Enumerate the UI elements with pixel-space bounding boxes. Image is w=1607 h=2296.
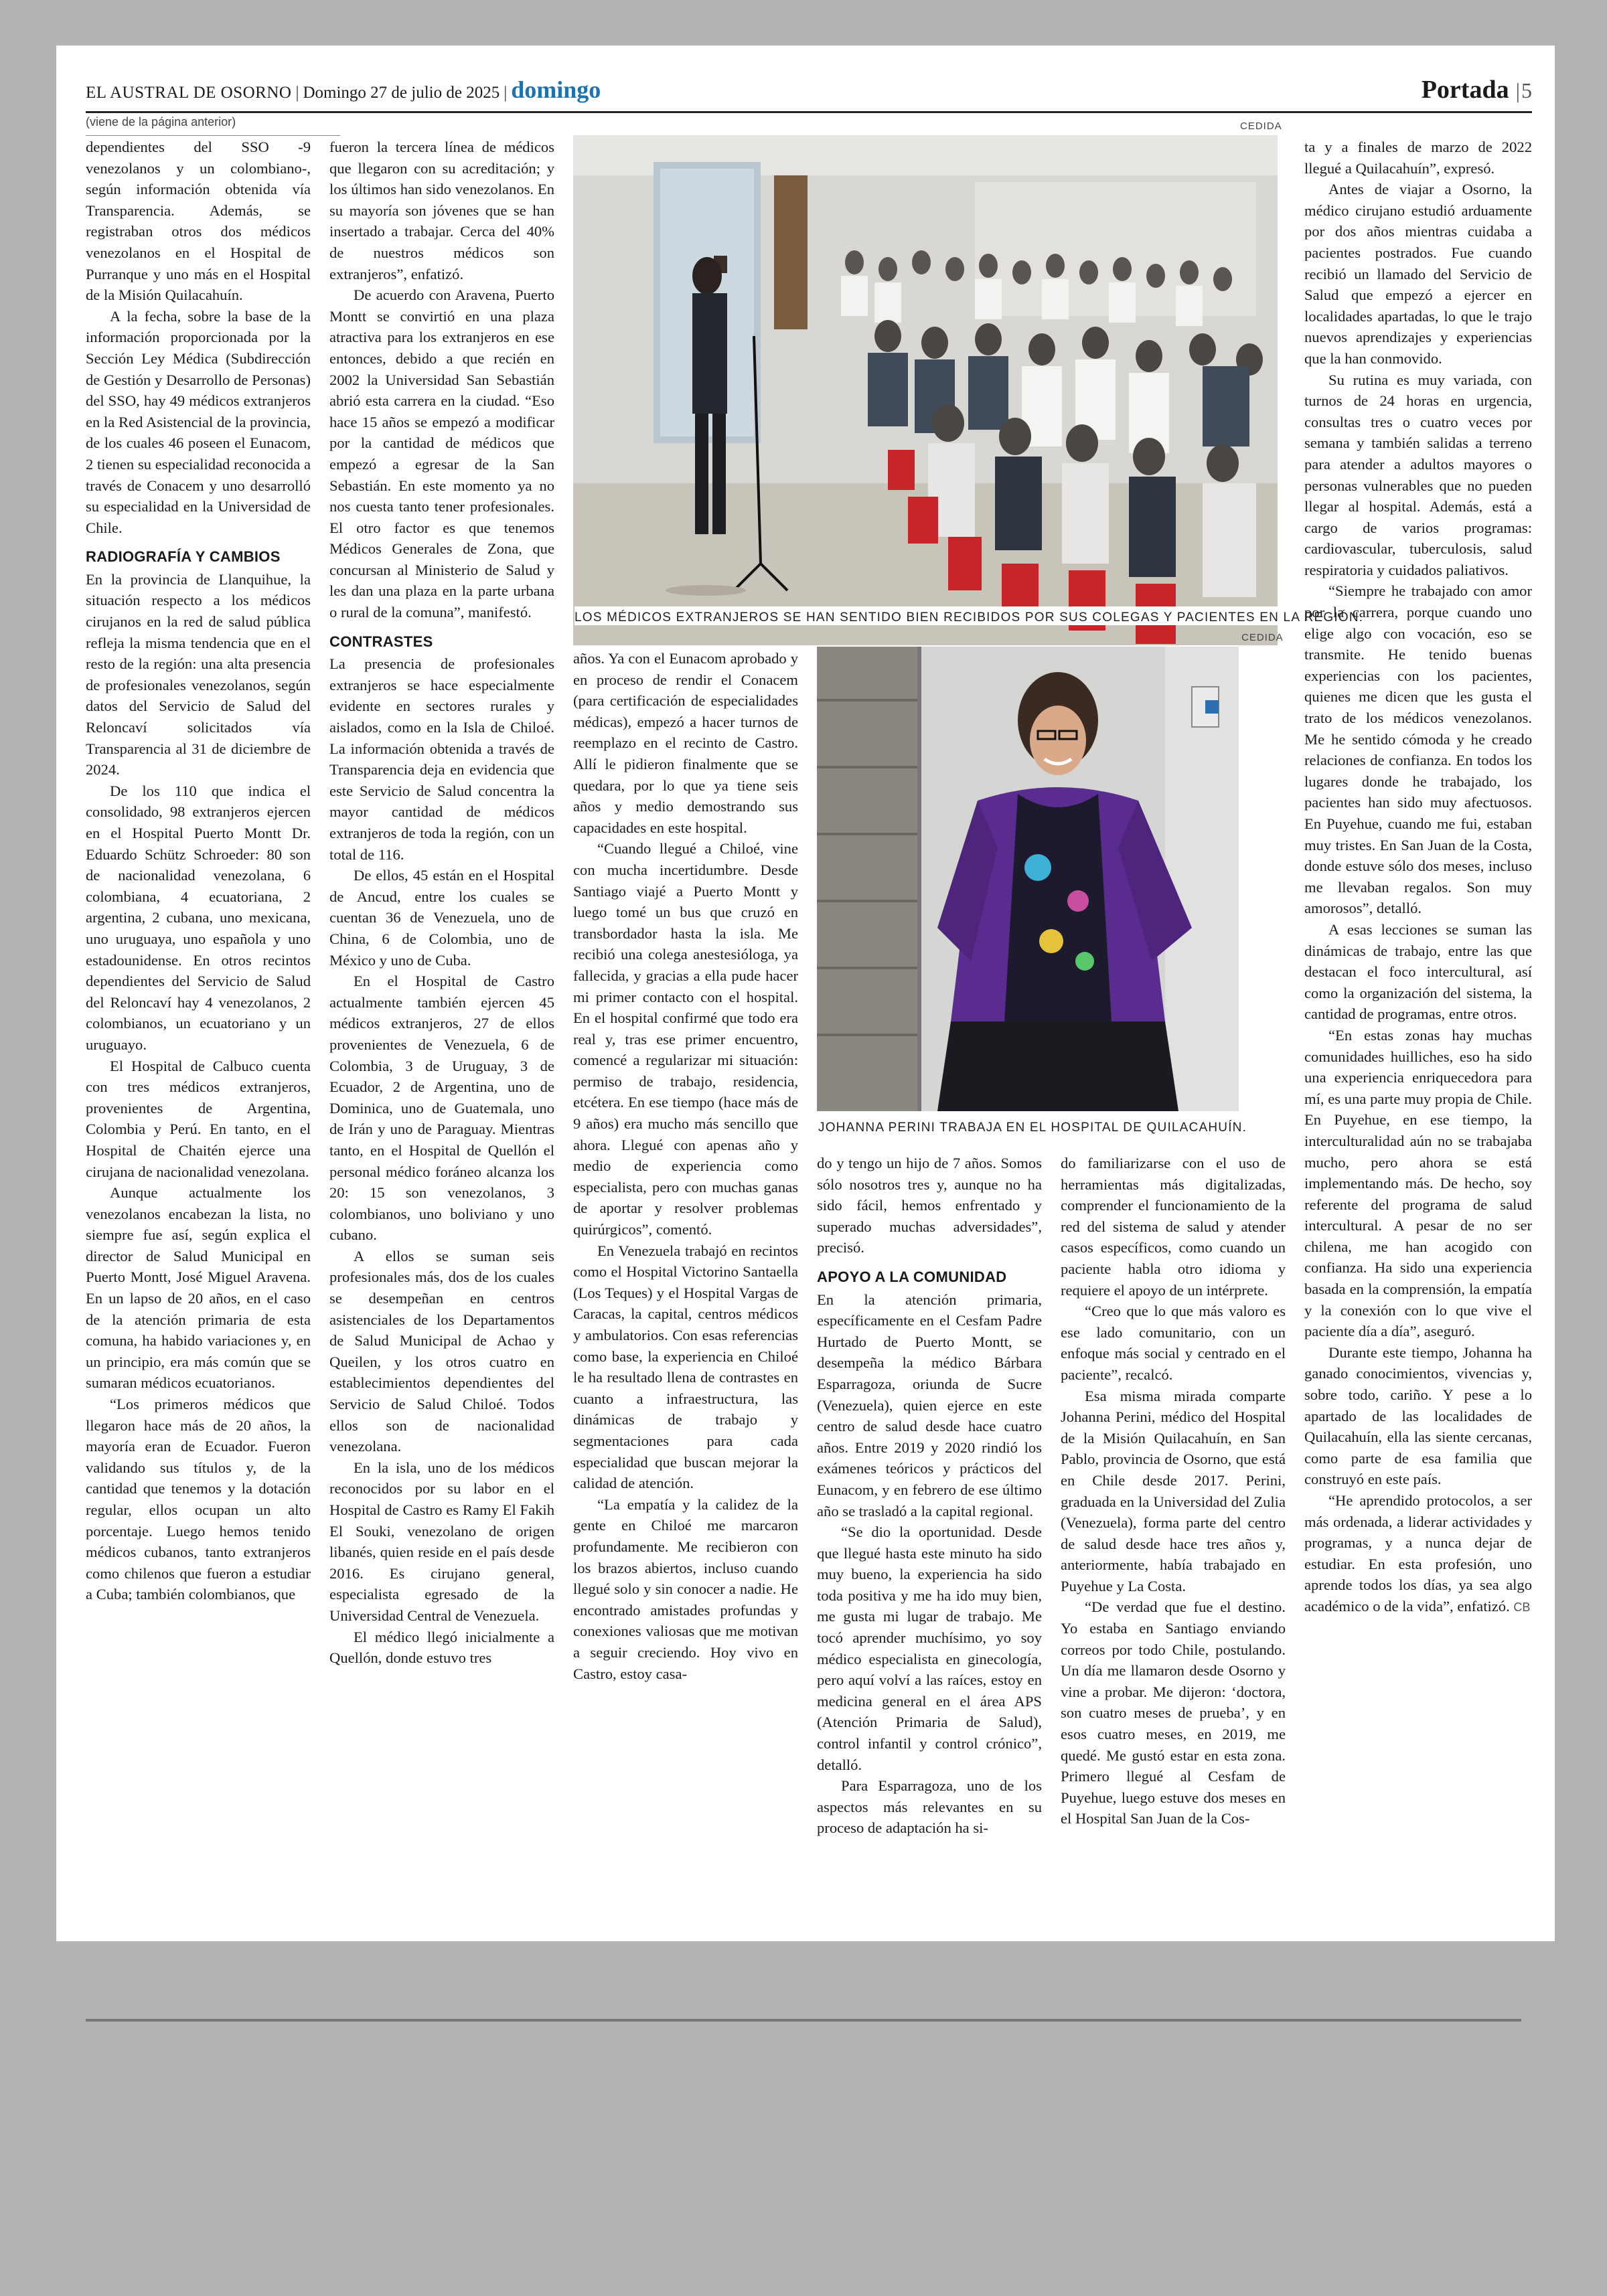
paragraph: Esa misma mirada comparte Johanna Perini, médico del Hospital de la Misión Quilacahuín, en San Pablo, provincia de Osorno, que está en Chile desde 2017. Perini, graduada en la Universidad del Zulia (Venezuela), forma parte del centro de salud desde hace tres años y, anteriormente, había trabajado en Puyehue y La Costa. [1061,1387,1286,1594]
continuation-note: (viene de la página anterior) [86,115,340,136]
paragraph: Su rutina es muy variada, con turnos de 24 horas en urgencia, consultas tres o cuatro veces por semana y también salidas a terreno para atender a adultos mayores o personas vulnerables que no pueden llegar al hospital. Además, está a cargo de varios programas: cardiovascular, tuberculosis, salud respiratoria y cuidados paliativos. [1304,371,1532,578]
article-column-3 [573,648,798,1928]
paragraph: fueron la tercera línea de médicos que llegaron con su acreditación; y los últimos han sido venezolanos. En su mayoría son jóvenes que se han insertado a trabajar. Cerca del 40% de nuestros médicos son extranjeros”, enfatizó. [329,139,554,282]
page-number: 5 [1521,78,1532,102]
paragraph: En el Hospital de Castro actualmente también ejercen 45 médicos extranjeros, 27 de ellos provenientes de Venezuela, 6 de Colombia, 3 de Uruguay, 3 de Ecuador, 2 de Argentina, uno de Dominica, uno de Guatemala, uno de Irán y uno de Paraguay. Mientras tanto, en el Hospital de Quellón el personal médico foráneo alcanza los 20: 15 son venezolanos, 3 colombianos, uno boliviano y uno cubano. [329,973,554,1244]
paragraph: De los 110 que indica el consolidado, 98 extranjeros ejercen en el Hospital Puerto Montt Dr. Eduardo Schütz Schroeder: 80 son de nacionalidad venezolana, 6 colombiana, 4 ecuatoriana, 2 argentina, 2 cubana, uno mexicana, uno uruguaya, uno española y uno estadounidense. En otros recintos dependientes del Servicio de Salud del Reloncaví hay 4 venezolanos, 2 colombianos, un ecuatoriano y un uruguayo. [86,782,311,1053]
paragraph: Durante este tiempo, Johanna ha ganado conocimientos, vivencias y, sobre todo, cariño. Y pese a lo apartado de las localidades de Quilacahuín, ella las siente cercanas, como parte de esa familia que construyó en este país. [1304,1343,1532,1488]
paragraph: “Siempre he trabajado con amor por la carrera, porque cuando uno elige algo con vocación, eso se transmite. He tenido buenas experiencias con los pacientes, quienes me dicen que les gusta el trato de los médicos venezolanos. Me he sentido cómoda y he creado relaciones de confianza. En todos los lugares donde he trabajado, los pacientes han sido muy afectuosos. En Puyehue, cuando me fui, estaban muy tristes. En San Juan de la Costa, donde estuve sólo dos meses, incluso me llevaban regalos. Son muy amorosos”, detalló. [1304,582,1532,917]
bottom-rule [86,2019,1521,2022]
publication-name: EL AUSTRAL DE OSORNO [86,84,292,102]
article-column-5 [1061,1153,1286,1929]
paragraph: do familiarizarse con el uso de herramientas más digitalizadas, comprender el funcionamiento de la red del sistema de salud y atender casos específicos, como cuando un paciente habla otro idioma y requiere el apoyo de un intérprete. [1061,1155,1286,1299]
article-column-2 [329,137,554,1931]
paragraph: Para Esparragoza, uno de los aspectos más relevantes en su proceso de adaptación ha si- [817,1777,1042,1837]
page-number-sep: | [1515,78,1520,102]
section-name: domingo [511,76,601,103]
subheading: CONTRASTES [329,633,433,650]
photo-caption: JOHANNA PERINI TRABAJA EN EL HOSPITAL DE QUILACAHUÍN. [818,1121,1247,1135]
paragraph: A esas lecciones se suman las dinámicas de trabajo, entre las que destacan el foco intercultural, así como la organización del sistema, la cantidad de programas, entre otros. [1304,920,1532,1023]
paragraph: De ellos, 45 están en el Hospital de Ancud, entre los cuales se cuentan 36 de Venezuela, uno de China, 6 de Colombia, uno de México y uno de Cuba. [329,867,554,969]
paragraph: El Hospital de Calbuco cuenta con tres médicos extranjeros, provenientes de Argentina, Colombia y Perú. En tanto, en el Hospital de Chaitén ejerce una cirujana de nacionalidad venezolana. [86,1057,311,1180]
paragraph: En la atención primaria, específicamente en el Cesfam Padre Hurtado de Puerto Montt, se desempeña la médico Bárbara Esparragoza, oriunda de Sucre (Venezuela), quien ejerce en este centro de salud desde hace cuatro años. Entre 2019 y 2020 rindió los exámenes teóricos y prácticos del Eunacom, y en febrero de ese último año se trasladó a la capital regional. [817,1291,1042,1520]
masthead-rule [86,111,1532,113]
paragraph: De acuerdo con Aravena, Puerto Montt se convirtió en una plaza atractiva para los extranjeros en ese entonces, debido a que recién en 2002 la Universidad San Sebastián abrió esta carrera en la ciudad. “Eso hace 15 años se empezó a modificar por la cantidad de médicos que empezó a egresar de la San Sebastián. En este momento ya no nos cuesta tanto tener profesionales. El otro factor es que tenemos Médicos Generales de Zona, que concursan al Ministerio de Salud y les dan una plaza en la parte urbana o rural de la comuna”, manifestó. [329,286,554,621]
page-label: Portada [1421,76,1509,104]
masthead-separator: | [504,84,508,102]
paragraph: “En estas zonas hay muchas comunidades huilliches, eso ha sido una experiencia enriquecedora para mí, es una parte muy propia de Chile. En Puyehue, en ese tiempo, la interculturalidad aún no se trabajaba mucho, pero ahora se está implementando más. De hecho, soy referente del programa de salud intercultural. A pesar de no ser chilena, me han acogido con confianza. Ha sido una experiencia basada en la comprensión, la empatía y la conexión con lo que vive el paciente día a día”, aseguró. [1304,1026,1532,1340]
paragraph: En la provincia de Llanquihue, la situación respecto a los médicos cirujanos en la red de salud pública refleja la misma tendencia que en el resto de la región: una alta presencia de profesionales venezolanos, según datos del Servicio de Salud del Reloncaví solicitados vía Transparencia al 31 de diciembre de 2024. [86,570,311,778]
paragraph: “Se dio la oportunidad. Desde que llegué hasta este minuto ha sido muy bueno, la experiencia ha sido toda positiva y me ha ido muy bien, me gusta mi lugar de trabajo. Me tocó aprender muchísimo, yo soy médico especialista en ginecología, pero aquí volví a las raíces, estoy en medicina general en el área APS (Atención Primaria de Salud), control infantil y control crónico”, detalló. [817,1524,1042,1773]
masthead-left [86,70,601,110]
paragraph: El médico llegó inicialmente a Quellón, donde estuvo tres [329,1628,554,1667]
paragraph: A ellos se suman seis profesionales más, dos de los cuales se desempeñan en centros asistenciales de los Departamentos de Salud Municipal de Achao y Queilen, y los otros cuatro en establecimientos dependientes del Servicio de Salud Chiloé. Todos ellos son de nacionalidad venezolana. [329,1247,554,1455]
paragraph [1304,1490,1532,1619]
paragraph: dependientes del SSO -9 venezolanos y un colombiano-, según información obtenida vía Transparencia. Además, se registraban otros dos médicos venezolanos en el Hospital de Purranque y uno más en el Hospital de la Misión Quilacahuín. [86,139,311,304]
subheading: APOYO A LA COMUNIDAD [817,1268,1007,1285]
paragraph: do y tengo un hijo de 7 años. Somos sólo nosotros tres y, aunque no ha sido fácil, hemos enfrentado y superado muchas adversidades”, precisó. [817,1155,1042,1256]
masthead-separator: | [295,84,299,102]
paragraph-text: “He aprendido protocolos, a ser más ordenada, a liderar actividades y programas, y a nunca dejar de estudiar. En esta profesión, uno aprende todos los días, ya sea algo académico o de la vida”, enfatizó. [1304,1492,1532,1615]
portrait-photo [817,647,1239,1111]
paragraph: En Venezuela trabajó en recintos como el Hospital Victorino Santaella (Los Teques) y el Hospital Vargas de Caracas, la capital, centros médicos y ambulatorios. Con esas referencias como base, la experiencia en Chiloé le ha resultado llena de contrastes en cuanto a infraestructura, las dinámicas de trabajo y segmentaciones para cada especialidad que buscan mejorar la calidad de atención. [573,1242,798,1492]
issue-date: Domingo 27 de julio de 2025 [303,84,500,102]
subheading: RADIOGRAFÍA Y CAMBIOS [86,548,281,566]
paragraph: En la isla, uno de los médicos reconocidos por su labor en el Hospital de Castro es Ramy El Fakih El Souki, venezolano de origen libanés, quien reside en el país desde 2016. Es cirujano general, especialista egresado de la Universidad Central de Venezuela. [329,1459,554,1624]
article-column-4 [817,1153,1042,1929]
article-column-1 [86,137,311,1931]
auditorium-photo-image [573,135,1278,645]
photo-caption: LOS MÉDICOS EXTRANJEROS SE HAN SENTIDO BIEN RECIBIDOS POR SUS COLEGAS Y PACIENTES EN LA REGIÓN. [575,606,1278,625]
masthead-right [1422,70,1532,110]
paragraph: Antes de viajar a Osorno, la médico cirujano estudió arduamente por dos años mientras cuidaba a pacientes postrados. Fue cuando recibió un llamado del Servicio de Salud que empezó a ejercer en localidades apartadas, lo que le trajo nuevos aprendizajes y experiencias que la han conmovido. [1304,181,1532,367]
end-mark-icon: CB [1513,1600,1531,1614]
paragraph: “De verdad que fue el destino. Yo estaba en Santiago enviando correos por todo Chile, postulando. Un día me llamaron desde Osorno y vine a probar. Me dijeron: ‘doctora, son cuatro meses de prueba’, y en esos cuatro meses, en 2019, me quedé. Me gustó estar en esta zona. Primero llegué al Cesfam de Puyehue, luego estuve dos meses en el Hospital San Juan de la Cos- [1061,1598,1286,1827]
paragraph: años. Ya con el Eunacom aprobado y en proceso de rendir el Conacem (para certificación de especialidades médicas), empezó a hacer turnos de reemplazo en el recinto de Castro. Allí le pidieron finalmente que se quedara, por lo que ya tiene seis años y medio demostrando sus capacidades en este hospital. [573,650,798,836]
paragraph: La presencia de profesionales extranjeros se hace especialmente evidente en sectores rurales y aislados, como en la Isla de Chiloé. La información obtenida a través de Transparencia deja en evidencia que este Servicio de Salud concentra la mayor cantidad de médicos extranjeros de toda la región, con un total de 116. [329,655,554,863]
article-column-6 [1304,137,1532,1931]
paragraph: “Creo que lo que más valoro es ese lado comunitario, con un enfoque más social y centrado en el paciente”, recalcó. [1061,1303,1286,1383]
paragraph: “La empatía y la calidez de la gente en Chiloé me marcaron profundamente. Me recibieron con los brazos abiertos, incluso cuando llegué solo y sin conocer a nadie. He encontrado amistades profundas y conexiones valiosas que me motivan a seguir creciendo. Hoy vivo en Castro, estoy casa- [573,1495,798,1682]
newspaper-page [56,46,1555,1941]
auditorium-photo [573,135,1278,645]
paragraph: Aunque actualmente los venezolanos encabezan la lista, no siempre fue así, según explica el director de Salud Municipal en Puerto Montt, José Miguel Aravena. En un lapso de 20 años, en el caso de la atención primaria de esta comuna, ha habido variaciones y, en un principio, era más común que se sumaran médicos ecuatorianos. [86,1184,311,1392]
paragraph: ta y a finales de marzo de 2022 llegué a Quilacahuín”, expresó. [1304,139,1532,177]
portrait-photo-image [817,647,1239,1111]
photo-credit: CEDIDA [1241,632,1284,643]
photo-credit: CEDIDA [1240,120,1282,132]
paragraph: “Cuando llegué a Chiloé, vine con mucha incertidumbre. Desde Santiago viajé a Puerto Montt y luego tomé un bus que cruzó en transbordador hasta la isla. Me recibió una colega anestesióloga, ya fallecida, y gracias a ella pude hacer mi primer contacto con el hospital. En el hospital confirmé que todo era real y, tras ese primer encuentro, comencé a regularizar mi situación: permiso de trabajo, residencia, etcétera. En ese tiempo (hace más de 9 años) era mucho más sencillo que ahora. Llegué con apenas año y medio de experiencia como especialista, pero con muchas ganas de aportar y resolver problemas quirúrgicos”, comentó. [573,840,798,1238]
paragraph: “Los primeros médicos que llegaron hace más de 20 años, la mayoría eran de Ecuador. Fueron validando sus títulos y, de la cantidad que tenemos y la dotación regular, ellos ocupan un alto porcentaje. Luego hemos tenido médicos cubanos, tanto extranjeros como chilenos que fueron a estudiar a Cuba; también colombianos, que [86,1396,311,1603]
paragraph: A la fecha, sobre la base de la información proporcionada por la Sección Ley Médica (Subdirección de Gestión y Desarrollo de Personas) del SSO, hay 49 médicos extranjeros en la Red Asistencial de la provincia, de los cuales 46 poseen el Eunacom, 2 tienen su especialidad reconocida a través de Conacem y uno desarrolló su especialidad en la Universidad de Chile. [86,307,311,536]
